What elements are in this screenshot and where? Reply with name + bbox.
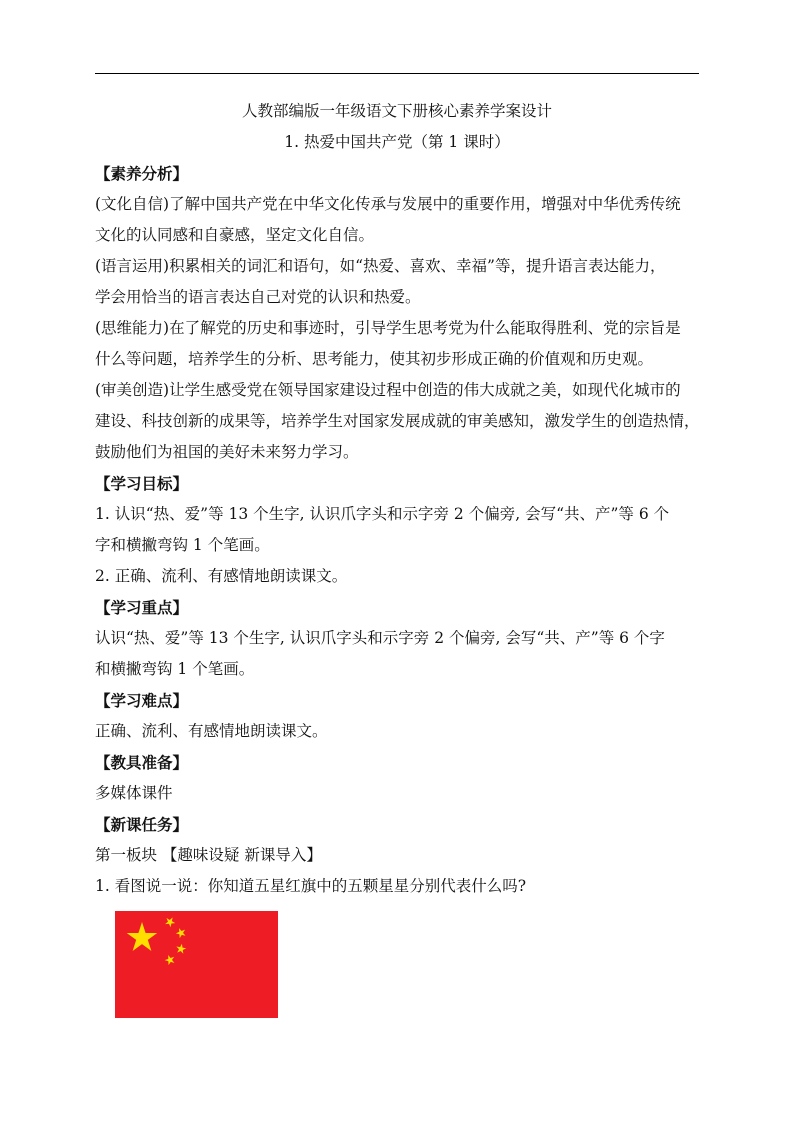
paragraph-line: (思维能力)在了解党的历史和事迹时，引导学生思考党为什么能取得胜利、党的宗旨是	[95, 319, 681, 337]
lesson-title: 1. 热爱中国共产党（第 1 课时）	[284, 133, 510, 151]
header-rule	[95, 73, 699, 74]
document-title: 人教部编版一年级语文下册核心素养学案设计	[241, 102, 552, 120]
section-heading-new-lesson-tasks: 【新课任务】	[95, 815, 189, 834]
paragraph-line: 认识“热、爱”等 13 个生字, 认识爪字头和示字旁 2 个偏旁, 会写“共、产”等 6 个字	[95, 629, 665, 647]
paragraph-line: 多媒体课件	[95, 784, 173, 802]
national-flag-image	[115, 911, 278, 1018]
paragraph-line: 鼓励他们为祖国的美好未来努力学习。	[95, 443, 359, 461]
paragraph-line: 正确、流利、有感情地朗读课文。	[95, 722, 328, 740]
section-heading-literacy-analysis: 【素养分析】	[95, 164, 189, 183]
paragraph-line: (语言运用)积累相关的词汇和语句，如“热爱、喜欢、幸福”等，提升语言表达能力，	[95, 257, 666, 275]
paragraph-line: 1. 看图说一说：你知道五星红旗中的五颗星星分别代表什么吗?	[95, 877, 527, 895]
paragraph-line: 学会用恰当的语言表达自己对党的认识和热爱。	[95, 288, 421, 306]
paragraph-line: 和横撇弯钩 1 个笔画。	[95, 660, 255, 678]
section-heading-teaching-aids: 【教具准备】	[95, 753, 189, 772]
flag-field	[115, 911, 278, 1018]
paragraph-line: 2. 正确、流利、有感情地朗读课文。	[95, 567, 348, 585]
paragraph-line: 1. 认识“热、爱”等 13 个生字, 认识爪字头和示字旁 2 个偏旁, 会写“共、产”等 6 个	[95, 505, 670, 523]
paragraph-line: 文化的认同感和自豪感，坚定文化自信。	[95, 226, 375, 244]
five-star-flag-icon	[115, 911, 278, 1018]
section-heading-key-points: 【学习重点】	[95, 598, 189, 617]
section-heading-learning-goals: 【学习目标】	[95, 474, 189, 493]
section-heading-difficulties: 【学习难点】	[95, 691, 189, 710]
paragraph-line: 什么等问题，培养学生的分析、思考能力，使其初步形成正确的价值观和历史观。	[95, 350, 654, 368]
paragraph-line: (文化自信)了解中国共产党在中华文化传承与发展中的重要作用，增强对中华优秀传统	[95, 195, 681, 213]
paragraph-line: (审美创造)让学生感受党在领导国家建设过程中创造的伟大成就之美，如现代化城市的	[95, 381, 681, 399]
paragraph-line: 建设、科技创新的成果等，培养学生对国家发展成就的审美感知，激发学生的创造热情，	[95, 412, 700, 430]
paragraph-line: 字和横撇弯钩 1 个笔画。	[95, 536, 270, 554]
document-body	[95, 96, 705, 1018]
paragraph-line: 第一板块 【趣味设疑 新课导入】	[95, 846, 322, 864]
